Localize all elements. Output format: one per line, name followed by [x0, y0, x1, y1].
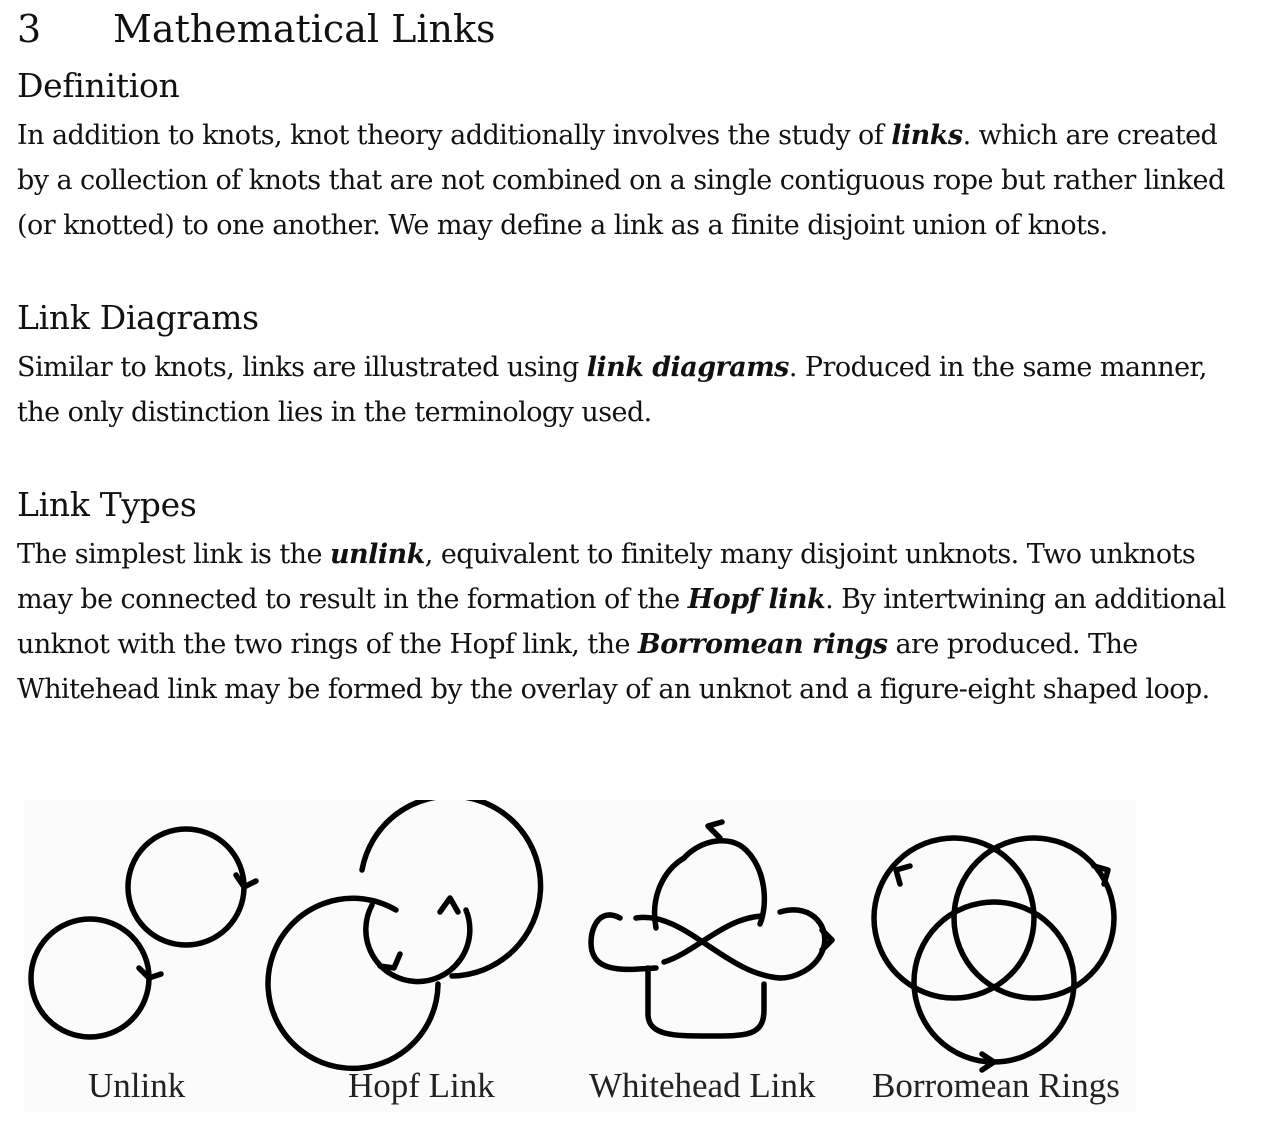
term-link-diagrams: link diagrams	[586, 352, 789, 383]
diagrams-line-1: Similar to knots, links are illustrated using link diagrams. Produced in the same manner,	[17, 352, 1207, 383]
unlink-diagram	[31, 829, 256, 1037]
term-links: links	[891, 120, 963, 151]
types-line-1: The simplest link is the unlink, equivalent to finitely many disjoint unknots. Two unknots	[17, 539, 1196, 570]
label-hopf-link: Hopf Link	[348, 1066, 495, 1105]
link-types-figure	[24, 800, 1136, 1112]
chapter-heading	[17, 6, 495, 52]
borromean-ring-bottom	[914, 902, 1074, 1062]
whitehead-arrow-top	[708, 822, 722, 838]
chapter-number: 3	[17, 7, 42, 51]
chapter-title: Mathematical Links	[113, 7, 496, 51]
hopf-link-diagram	[268, 800, 541, 1068]
whitehead-left-lobe	[591, 915, 656, 969]
label-whitehead-link: Whitehead Link	[589, 1066, 816, 1105]
label-unlink: Unlink	[88, 1066, 186, 1105]
definition-paragraph	[17, 113, 1247, 248]
unlink-circle-upper	[128, 829, 244, 945]
types-line-2: may be connected to result in the formation of the Hopf link. By intertwining an additional	[17, 584, 1226, 615]
label-borromean-rings: Borromean Rings	[872, 1066, 1120, 1105]
whitehead-cross-b	[664, 916, 762, 962]
definition-line-2: by a collection of knots that are not combined on a single contiguous rope but rather linked	[17, 165, 1225, 196]
link-types-paragraph	[17, 532, 1247, 712]
types-line-4: Whitehead link may be formed by the overlay of an unknot and a figure-eight shaped loop.	[17, 674, 1210, 705]
diagrams-line-2: the only distinction lies in the terminology used.	[17, 397, 652, 428]
unlink-circle-lower	[31, 919, 149, 1037]
link-diagrams-heading: Link Diagrams	[17, 298, 259, 337]
hopf-ring-inner	[366, 905, 470, 982]
term-hopf-link: Hopf link	[687, 584, 826, 615]
term-unlink: unlink	[329, 539, 425, 570]
link-types-heading: Link Types	[17, 485, 197, 524]
borromean-arrow-left	[896, 866, 910, 884]
whitehead-right-lobe	[780, 910, 825, 978]
term-borromean-rings: Borromean rings	[637, 629, 888, 660]
definition-line-1: In addition to knots, knot theory additionally involves the study of links. which are created	[17, 120, 1218, 151]
hopf-ring-outer-top	[362, 800, 541, 976]
whitehead-loop-top	[655, 841, 765, 928]
types-line-3: unknot with the two rings of the Hopf link, the Borromean rings are produced. The	[17, 629, 1138, 660]
link-diagrams-paragraph	[17, 345, 1247, 435]
definition-line-3: (or knotted) to one another. We may define a link as a finite disjoint union of knots.	[17, 210, 1108, 241]
hopf-arrow-bottom	[380, 954, 400, 968]
whitehead-loop-bottom	[648, 968, 764, 1036]
borromean-rings-diagram	[874, 838, 1114, 1070]
hopf-arrow-top	[440, 898, 458, 912]
definition-heading: Definition	[17, 66, 180, 105]
whitehead-link-diagram	[591, 822, 832, 1036]
